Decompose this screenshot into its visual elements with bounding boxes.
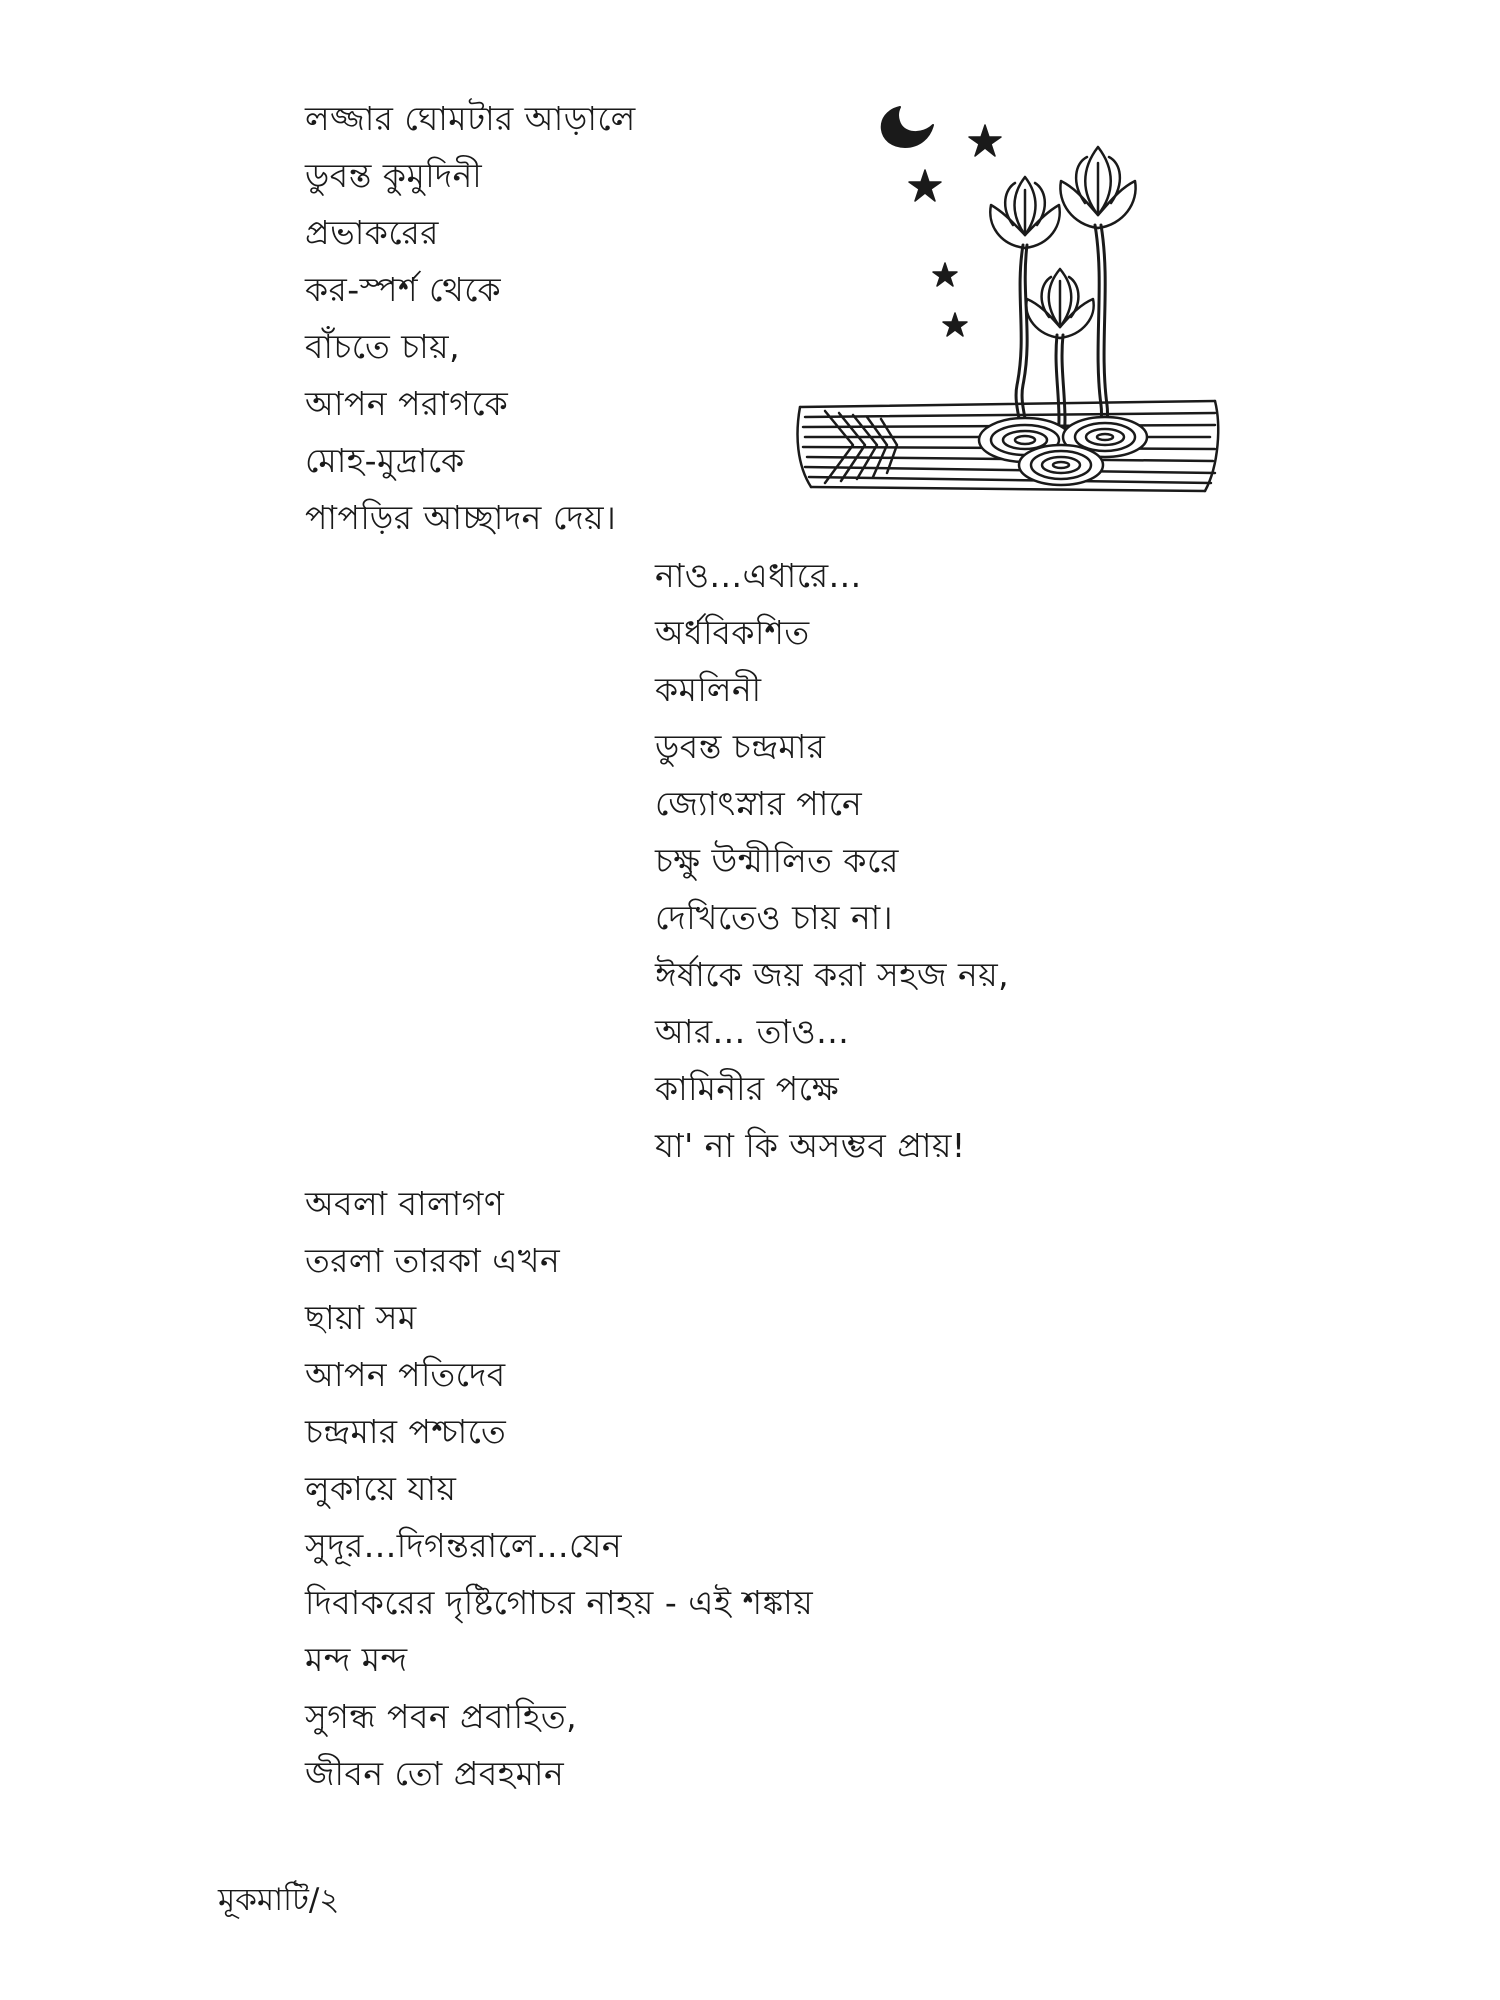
- poem-line: সুদূর...দিগন্তরালে...যেন: [305, 1526, 623, 1565]
- page-footer-label: মূকমাটি/২: [218, 1882, 340, 1918]
- poem-line: আর... তাও...: [655, 1012, 850, 1051]
- poem-line: কর-স্পর্শ থেকে: [305, 270, 502, 309]
- star-icon: [969, 125, 1001, 156]
- poem-line: আপন পতিদেব: [305, 1355, 506, 1394]
- star-icon: [943, 313, 967, 336]
- poem-line: অবলা বালাগণ: [305, 1184, 505, 1223]
- poem-line: প্রভাকরের: [305, 213, 439, 252]
- poem-stanza-1: [305, 90, 636, 546]
- poem-line: ডুবন্ত কুমুদিনী: [305, 156, 483, 195]
- poem-line: পাপড়ির আচ্ছাদন দেয়।: [305, 498, 617, 537]
- poem-line: তরলা তারকা এখন: [305, 1241, 561, 1280]
- poem-line: কমলিনী: [655, 670, 762, 709]
- poem-line: লজ্জার ঘোমটার আড়ালে: [305, 99, 636, 138]
- lotus-night-illustration: [795, 85, 1235, 505]
- poem-line: অর্ধবিকশিত: [655, 613, 810, 652]
- poem-line: চন্দ্রমার পশ্চাতে: [305, 1412, 507, 1451]
- poem-line: বাঁচতে চায়,: [305, 327, 461, 366]
- star-icon: [933, 263, 957, 286]
- poem-line: মোহ-মুদ্রাকে: [305, 441, 465, 480]
- poem-stanza-3: [305, 1175, 813, 1802]
- ripple-icon: [1019, 445, 1103, 485]
- poem-line: জীবন তো প্রবহমান: [305, 1754, 565, 1793]
- poem-line: মন্দ মন্দ: [305, 1640, 408, 1679]
- poem-line: আপন পরাগকে: [305, 384, 509, 423]
- poem-line: জ্যোৎস্নার পানে: [655, 784, 863, 823]
- poem-line: দিবাকরের দৃষ্টিগোচর নাহয় - এই শঙ্কায়: [305, 1583, 814, 1622]
- lotus-icon: [1026, 269, 1093, 338]
- poem-line: ছায়া সম: [305, 1298, 417, 1337]
- star-icon: [909, 170, 941, 201]
- poem-line: কামিনীর পক্ষে: [655, 1069, 840, 1108]
- poem-line: সুগন্ধ পবন প্রবাহিত,: [305, 1697, 578, 1736]
- poem-line: লুকায়ে যায়: [305, 1469, 457, 1508]
- lotus-icon: [1060, 147, 1135, 228]
- poem-stanza-2: [655, 547, 1009, 1174]
- poem-line: যা' না কি অসম্ভব প্রায়!: [655, 1126, 966, 1165]
- poem-line: ডুবন্ত চন্দ্রমার: [655, 727, 826, 766]
- lotus-icon: [990, 177, 1059, 248]
- poem-line: দেখিতেও চায় না।: [655, 898, 894, 937]
- moon-icon: [882, 107, 933, 147]
- poem-line: ঈর্ষাকে জয় করা সহজ নয়,: [655, 955, 1010, 994]
- poem-line: চক্ষু উন্মীলিত করে: [655, 841, 899, 880]
- poem-line: নাও...এধারে...: [655, 556, 862, 595]
